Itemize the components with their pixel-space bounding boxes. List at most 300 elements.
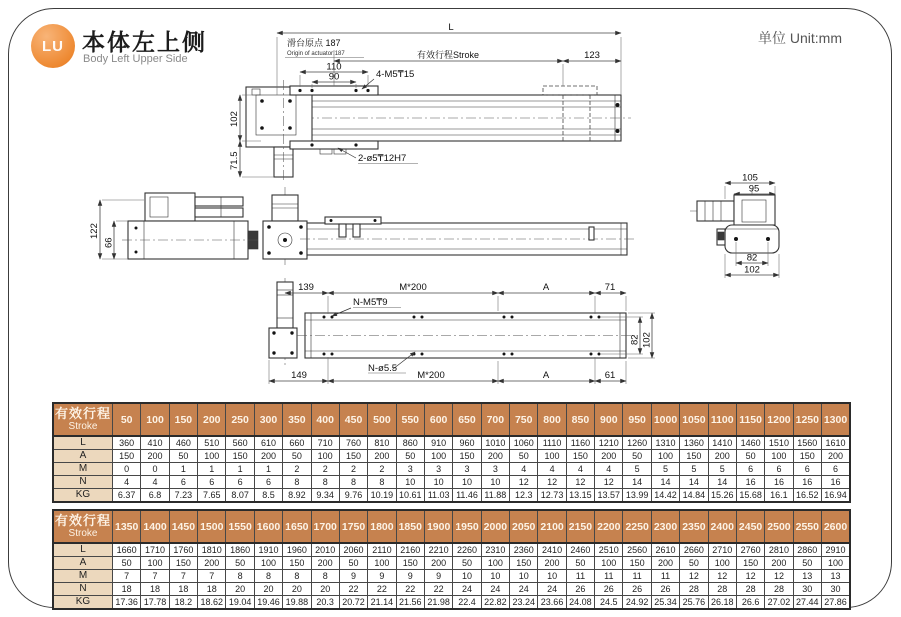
spec-cell: 24 xyxy=(453,583,481,596)
spec-cell: 50 xyxy=(169,450,197,463)
spec-cell: 12.3 xyxy=(510,489,538,503)
spec-cell: 12 xyxy=(736,570,764,583)
spec-cell: 28 xyxy=(680,583,708,596)
spec-cell: 24 xyxy=(510,583,538,596)
spec-cell: 5 xyxy=(651,463,679,476)
spec-cell: 100 xyxy=(254,557,282,570)
spec-cell: 1310 xyxy=(651,436,679,450)
spec-cell: 26.18 xyxy=(708,596,736,610)
spec-cell: 27.02 xyxy=(765,596,793,610)
spec-cell: 28 xyxy=(765,583,793,596)
spec-cell: 200 xyxy=(141,450,169,463)
spec-cell: 6 xyxy=(821,463,850,476)
stroke-col-header: 550 xyxy=(396,403,424,436)
stroke-col-header: 1100 xyxy=(708,403,736,436)
spec-cell: 25.76 xyxy=(680,596,708,610)
spec-cell: 19.88 xyxy=(283,596,311,610)
spec-cell: 2 xyxy=(339,463,367,476)
spec-cell: 2610 xyxy=(651,543,679,557)
spec-cell: 18 xyxy=(113,583,141,596)
spec-cell: 7 xyxy=(198,570,226,583)
spec-cell: 560 xyxy=(226,436,254,450)
spec-cell: 960 xyxy=(453,436,481,450)
stroke-col-header: 700 xyxy=(481,403,509,436)
row-label-M: M xyxy=(53,463,113,476)
dim-label-71: 71 xyxy=(604,282,616,293)
spec-cell: 8 xyxy=(283,570,311,583)
dim-label-82-plan: 82 xyxy=(629,334,641,345)
stroke-col-header: 1200 xyxy=(765,403,793,436)
spec-cell: 16 xyxy=(821,476,850,489)
row-label-A: A xyxy=(53,450,113,463)
dim-label-66: 66 xyxy=(103,237,115,248)
dim-label-105: 105 xyxy=(742,172,758,184)
spec-cell: 8 xyxy=(368,476,396,489)
spec-cell: 11 xyxy=(595,570,623,583)
stroke-table-2 xyxy=(52,509,851,610)
spec-cell: 150 xyxy=(283,557,311,570)
spec-cell: 150 xyxy=(339,450,367,463)
dim-label-origin-en: Origin of actuator:187 xyxy=(287,51,345,57)
stroke-col-header: 1900 xyxy=(424,510,452,543)
spec-cell: 26 xyxy=(651,583,679,596)
stroke-col-header: 2550 xyxy=(793,510,821,543)
spec-cell: 15.68 xyxy=(736,489,764,503)
spec-cell: 460 xyxy=(169,436,197,450)
spec-cell: 200 xyxy=(708,450,736,463)
dim-label-m200-bottom: M*200 xyxy=(417,370,445,381)
spec-cell: 1 xyxy=(254,463,282,476)
spec-cell: 2810 xyxy=(765,543,793,557)
spec-cell: 26 xyxy=(623,583,651,596)
spec-cell: 1 xyxy=(169,463,197,476)
spec-cell: 100 xyxy=(198,450,226,463)
row-label-KG: KG xyxy=(53,489,113,503)
spec-cell: 6 xyxy=(254,476,282,489)
stroke-col-header: 1850 xyxy=(396,510,424,543)
dim-label-123: 123 xyxy=(584,50,600,61)
dim-label-149: 149 xyxy=(291,370,307,381)
spec-cell: 100 xyxy=(368,557,396,570)
spec-cell: 2460 xyxy=(566,543,594,557)
spec-cell: 13 xyxy=(821,570,850,583)
stroke-col-header: 2200 xyxy=(595,510,623,543)
spec-cell: 2910 xyxy=(821,543,850,557)
spec-cell: 11 xyxy=(623,570,651,583)
spec-cell: 6 xyxy=(198,476,226,489)
spec-cell: 18 xyxy=(169,583,197,596)
spec-cell: 1410 xyxy=(708,436,736,450)
spec-cell: 16.1 xyxy=(765,489,793,503)
spec-cell: 2660 xyxy=(680,543,708,557)
spec-cell: 2210 xyxy=(424,543,452,557)
table-row xyxy=(53,476,850,489)
spec-cell: 150 xyxy=(680,450,708,463)
spec-cell: 8 xyxy=(226,570,254,583)
dim-label-n-m5: N-M5₸9 xyxy=(353,297,388,308)
spec-cell: 9 xyxy=(339,570,367,583)
spec-cell: 660 xyxy=(283,436,311,450)
spec-cell: 20 xyxy=(226,583,254,596)
stroke-col-header: 1450 xyxy=(169,510,197,543)
spec-cell: 14.42 xyxy=(651,489,679,503)
spec-cell: 14 xyxy=(708,476,736,489)
spec-cell: 3 xyxy=(396,463,424,476)
spec-cell: 4 xyxy=(538,463,566,476)
table-row xyxy=(53,557,850,570)
spec-cell: 22 xyxy=(424,583,452,596)
spec-cell: 360 xyxy=(113,436,141,450)
row-label-N: N xyxy=(53,583,113,596)
spec-cell: 50 xyxy=(283,450,311,463)
unit-label: 单位 Unit:mm xyxy=(758,30,842,46)
spec-cell: 11 xyxy=(651,570,679,583)
spec-cell: 1460 xyxy=(736,436,764,450)
row-label-A: A xyxy=(53,557,113,570)
stroke-col-header: 850 xyxy=(566,403,594,436)
stroke-col-header: 1150 xyxy=(736,403,764,436)
dim-label-origin-zh: 滑台原点 187 xyxy=(287,38,341,48)
stroke-table-1 xyxy=(52,402,851,503)
spec-cell: 200 xyxy=(595,450,623,463)
spec-cell: 1 xyxy=(198,463,226,476)
spec-cell: 12 xyxy=(566,476,594,489)
spec-cell: 19.04 xyxy=(226,596,254,610)
spec-cell: 50 xyxy=(113,557,141,570)
spec-cell: 27.44 xyxy=(793,596,821,610)
stroke-col-header: 1400 xyxy=(141,510,169,543)
spec-cell: 150 xyxy=(453,450,481,463)
spec-cell: 23.24 xyxy=(510,596,538,610)
dim-label-A-top: A xyxy=(542,282,550,293)
spec-cell: 3 xyxy=(424,463,452,476)
spec-cell: 7 xyxy=(141,570,169,583)
row-label-L: L xyxy=(53,543,113,557)
spec-cell: 150 xyxy=(736,557,764,570)
spec-table xyxy=(52,509,851,610)
stroke-col-header: 800 xyxy=(538,403,566,436)
spec-cell: 9.34 xyxy=(311,489,339,503)
dim-label-90: 90 xyxy=(328,71,340,83)
stroke-col-header: 1650 xyxy=(283,510,311,543)
spec-cell: 10 xyxy=(453,476,481,489)
spec-cell: 1110 xyxy=(538,436,566,450)
spec-cell: 1660 xyxy=(113,543,141,557)
spec-cell: 5 xyxy=(623,463,651,476)
table-row xyxy=(53,489,850,503)
spec-cell: 20 xyxy=(283,583,311,596)
stroke-col-header: 1550 xyxy=(226,510,254,543)
stroke-col-header: 250 xyxy=(226,403,254,436)
spec-cell: 1560 xyxy=(793,436,821,450)
spec-cell: 2360 xyxy=(510,543,538,557)
spec-cell: 6 xyxy=(793,463,821,476)
dim-label-102-plan: 102 xyxy=(641,332,653,348)
spec-cell: 2 xyxy=(368,463,396,476)
spec-cell: 8 xyxy=(254,570,282,583)
spec-cell: 21.14 xyxy=(368,596,396,610)
dim-label-110: 110 xyxy=(326,61,342,73)
dim-label-m200-top: M*200 xyxy=(399,282,427,293)
stroke-col-header: 1800 xyxy=(368,510,396,543)
stroke-col-header: 400 xyxy=(311,403,339,436)
spec-cell: 20.3 xyxy=(311,596,339,610)
dim-label-stroke: 有效行程Stroke xyxy=(416,50,480,60)
spec-cell: 200 xyxy=(368,450,396,463)
plan-view-drawing xyxy=(253,278,673,396)
spec-cell: 10.61 xyxy=(396,489,424,503)
row-label-M: M xyxy=(53,570,113,583)
spec-cell: 410 xyxy=(141,436,169,450)
spec-cell: 1760 xyxy=(169,543,197,557)
spec-cell: 2560 xyxy=(623,543,651,557)
stroke-col-header: 100 xyxy=(141,403,169,436)
spec-cell: 2510 xyxy=(595,543,623,557)
spec-cell: 2710 xyxy=(708,543,736,557)
spec-cell: 7.23 xyxy=(169,489,197,503)
spec-cell: 5 xyxy=(708,463,736,476)
spec-cell: 100 xyxy=(821,557,850,570)
spec-cell: 16 xyxy=(765,476,793,489)
spec-cell: 18 xyxy=(141,583,169,596)
stroke-col-header: 650 xyxy=(453,403,481,436)
spec-cell: 12 xyxy=(680,570,708,583)
stroke-col-header: 1750 xyxy=(339,510,367,543)
spec-cell: 14.84 xyxy=(680,489,708,503)
spec-cell: 1710 xyxy=(141,543,169,557)
stroke-col-header: 300 xyxy=(254,403,282,436)
spec-cell: 2160 xyxy=(396,543,424,557)
spec-cell: 16.94 xyxy=(821,489,850,503)
spec-cell: 100 xyxy=(481,557,509,570)
stroke-col-header: 950 xyxy=(623,403,651,436)
spec-cell: 200 xyxy=(765,557,793,570)
brand-logo xyxy=(31,24,75,68)
spec-cell: 510 xyxy=(198,436,226,450)
spec-cell: 11.88 xyxy=(481,489,509,503)
stroke-col-header: 2100 xyxy=(538,510,566,543)
spec-cell: 50 xyxy=(226,557,254,570)
spec-cell: 1210 xyxy=(595,436,623,450)
spec-cell: 2310 xyxy=(481,543,509,557)
spec-cell: 4 xyxy=(566,463,594,476)
spec-cell: 26 xyxy=(566,583,594,596)
spec-cell: 1060 xyxy=(510,436,538,450)
dim-label-122: 122 xyxy=(89,223,100,239)
dim-label-4-M5: 4-M5₸15 xyxy=(376,69,415,80)
table-row xyxy=(53,463,850,476)
spec-cell: 19.46 xyxy=(254,596,282,610)
spec-cell: 26.6 xyxy=(736,596,764,610)
spec-cell: 16 xyxy=(793,476,821,489)
stroke-col-header: 2050 xyxy=(510,510,538,543)
spec-cell: 1010 xyxy=(481,436,509,450)
spec-cell: 10 xyxy=(424,476,452,489)
spec-cell: 9 xyxy=(424,570,452,583)
spec-cell: 8 xyxy=(311,476,339,489)
stroke-col-header: 2150 xyxy=(566,510,594,543)
stroke-col-header: 50 xyxy=(113,403,141,436)
dim-label-102-top: 102 xyxy=(229,111,240,127)
spec-cell: 11.03 xyxy=(424,489,452,503)
table-row xyxy=(53,596,850,610)
spec-cell: 2060 xyxy=(339,543,367,557)
spec-cell: 23.66 xyxy=(538,596,566,610)
spec-cell: 1610 xyxy=(821,436,850,450)
spec-cell: 6.37 xyxy=(113,489,141,503)
spec-cell: 24 xyxy=(481,583,509,596)
spec-cell: 8.92 xyxy=(283,489,311,503)
spec-cell: 2260 xyxy=(453,543,481,557)
spec-cell: 28 xyxy=(736,583,764,596)
spec-cell: 24 xyxy=(538,583,566,596)
stroke-col-header: 1600 xyxy=(254,510,282,543)
spec-cell: 1 xyxy=(226,463,254,476)
spec-cell: 9 xyxy=(368,570,396,583)
spec-cell: 6.8 xyxy=(141,489,169,503)
brand-logo-text: LU xyxy=(42,37,64,55)
spec-cell: 7.65 xyxy=(198,489,226,503)
spec-cell: 12 xyxy=(538,476,566,489)
spec-cell: 10.19 xyxy=(368,489,396,503)
spec-cell: 50 xyxy=(566,557,594,570)
spec-cell: 16 xyxy=(736,476,764,489)
spec-cell: 50 xyxy=(453,557,481,570)
spec-cell: 1160 xyxy=(566,436,594,450)
table-row xyxy=(53,450,850,463)
spec-cell: 2010 xyxy=(311,543,339,557)
spec-cell: 50 xyxy=(680,557,708,570)
stroke-col-header: 1050 xyxy=(680,403,708,436)
spec-cell: 1260 xyxy=(623,436,651,450)
dim-label-n-o55: N-ø5.5 xyxy=(368,363,398,374)
spec-cell: 150 xyxy=(396,557,424,570)
spec-cell: 0 xyxy=(113,463,141,476)
spec-cell: 20 xyxy=(254,583,282,596)
dim-label-A-bottom: A xyxy=(542,370,550,381)
spec-cell: 10 xyxy=(510,570,538,583)
stroke-col-header: 500 xyxy=(368,403,396,436)
row-label-L: L xyxy=(53,436,113,450)
spec-cell: 100 xyxy=(651,450,679,463)
spec-cell: 150 xyxy=(113,450,141,463)
spec-cell: 2 xyxy=(283,463,311,476)
spec-cell: 14 xyxy=(623,476,651,489)
stroke-header-cell: 有效行程 Stroke xyxy=(53,510,113,543)
stroke-col-header: 1500 xyxy=(198,510,226,543)
spec-cell: 8.07 xyxy=(226,489,254,503)
spec-cell: 2110 xyxy=(368,543,396,557)
spec-cell: 860 xyxy=(396,436,424,450)
spec-cell: 10 xyxy=(481,570,509,583)
spec-cell: 710 xyxy=(311,436,339,450)
spec-cell: 13.99 xyxy=(623,489,651,503)
spec-cell: 12 xyxy=(708,570,736,583)
stroke-col-header: 1250 xyxy=(793,403,821,436)
spec-cell: 15.26 xyxy=(708,489,736,503)
spec-cell: 200 xyxy=(651,557,679,570)
spec-cell: 13 xyxy=(793,570,821,583)
spec-cell: 100 xyxy=(538,450,566,463)
spec-cell: 610 xyxy=(254,436,282,450)
stroke-col-header: 600 xyxy=(424,403,452,436)
stroke-header-cell: 有效行程 Stroke xyxy=(53,403,113,436)
spec-cell: 17.36 xyxy=(113,596,141,610)
spec-cell: 9.76 xyxy=(339,489,367,503)
spec-cell: 910 xyxy=(424,436,452,450)
row-label-N: N xyxy=(53,476,113,489)
stroke-col-header: 900 xyxy=(595,403,623,436)
spec-cell: 30 xyxy=(821,583,850,596)
spec-cell: 760 xyxy=(339,436,367,450)
spec-cell: 4 xyxy=(595,463,623,476)
spec-cell: 14 xyxy=(651,476,679,489)
stroke-col-header: 1300 xyxy=(821,403,850,436)
spec-cell: 810 xyxy=(368,436,396,450)
dim-label-139: 139 xyxy=(298,282,314,293)
spec-cell: 100 xyxy=(141,557,169,570)
spec-cell: 20.72 xyxy=(339,596,367,610)
spec-cell: 30 xyxy=(793,583,821,596)
spec-cell: 200 xyxy=(198,557,226,570)
spec-cell: 11.46 xyxy=(453,489,481,503)
spec-cell: 1960 xyxy=(283,543,311,557)
spec-cell: 26 xyxy=(595,583,623,596)
stroke-col-header: 200 xyxy=(198,403,226,436)
spec-cell: 27.86 xyxy=(821,596,850,610)
spec-cell: 200 xyxy=(254,450,282,463)
spec-cell: 1860 xyxy=(226,543,254,557)
stroke-col-header: 450 xyxy=(339,403,367,436)
spec-cell: 6 xyxy=(169,476,197,489)
spec-cell: 10 xyxy=(538,570,566,583)
spec-cell: 10 xyxy=(453,570,481,583)
spec-cell: 4 xyxy=(141,476,169,489)
spec-cell: 4 xyxy=(510,463,538,476)
spec-cell: 12 xyxy=(510,476,538,489)
stroke-col-header: 2250 xyxy=(623,510,651,543)
spec-cell: 50 xyxy=(339,557,367,570)
spec-cell: 14 xyxy=(680,476,708,489)
spec-cell: 24.08 xyxy=(566,596,594,610)
table-row xyxy=(53,436,850,450)
dim-label-2-o5: 2-ø5₸12H7 xyxy=(358,153,407,164)
spec-cell: 8 xyxy=(311,570,339,583)
spec-cell: 16.52 xyxy=(793,489,821,503)
spec-cell: 9 xyxy=(396,570,424,583)
spec-cell: 200 xyxy=(311,557,339,570)
stroke-col-header: 1350 xyxy=(113,510,141,543)
spec-cell: 13.57 xyxy=(595,489,623,503)
row-label-KG: KG xyxy=(53,596,113,610)
page-subtitle: Body Left Upper Side xyxy=(83,53,188,65)
spec-cell: 6 xyxy=(736,463,764,476)
spec-cell: 21.98 xyxy=(424,596,452,610)
spec-cell: 150 xyxy=(169,557,197,570)
spec-cell: 2860 xyxy=(793,543,821,557)
spec-cell: 2760 xyxy=(736,543,764,557)
spec-cell: 22.82 xyxy=(481,596,509,610)
spec-cell: 1510 xyxy=(765,436,793,450)
top-view-drawing xyxy=(228,20,648,186)
stroke-col-header: 2000 xyxy=(481,510,509,543)
spec-cell: 24.92 xyxy=(623,596,651,610)
spec-cell: 22 xyxy=(396,583,424,596)
spec-cell: 200 xyxy=(821,450,850,463)
spec-cell: 150 xyxy=(510,557,538,570)
spec-cell: 1810 xyxy=(198,543,226,557)
dim-label-71-5: 71.5 xyxy=(229,151,240,170)
